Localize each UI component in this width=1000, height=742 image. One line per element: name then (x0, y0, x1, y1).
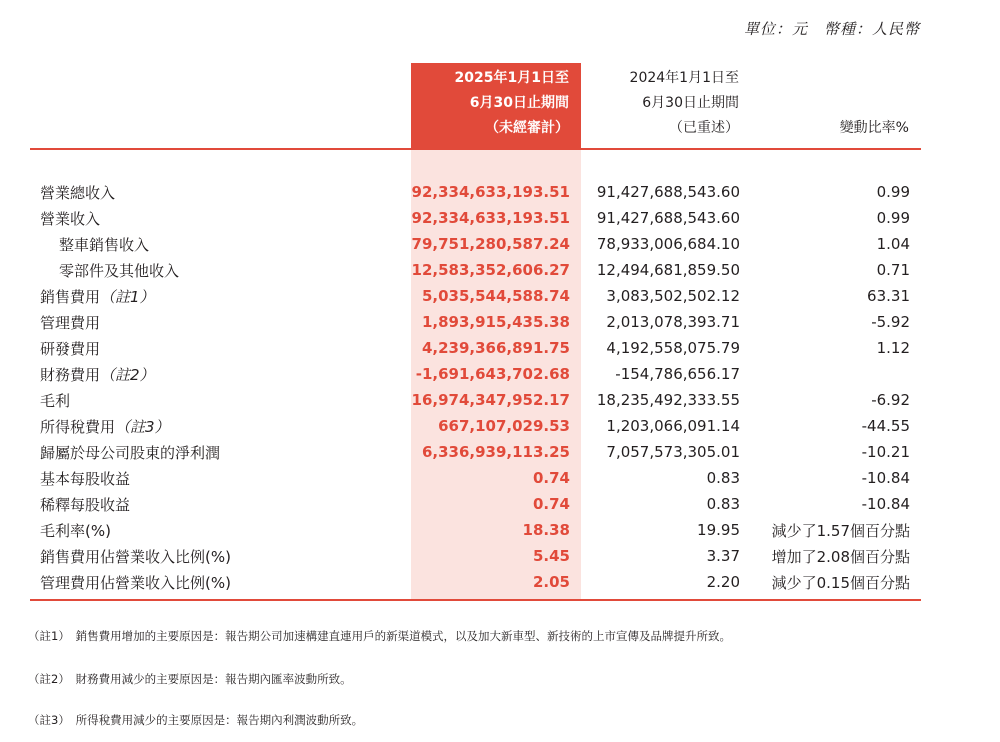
value-2025: 4,239,366,891.75 (421, 339, 570, 357)
header-2025-line-1: 2025年1月1日至 (454, 70, 569, 86)
row-label (30, 416, 411, 437)
value-2024: -154,786,656.17 (615, 365, 740, 383)
value-2024: 2.20 (706, 573, 740, 591)
header-2025-line-3: （未經審計） (485, 120, 569, 136)
row-label (30, 468, 411, 489)
row-label-text: 基本每股收益 (40, 469, 131, 488)
row-label (30, 286, 411, 307)
value-2024: 91,427,688,543.60 (596, 209, 740, 227)
value-2025: 16,974,347,952.17 (411, 391, 570, 409)
table-row (30, 517, 921, 543)
row-label-text: 毛利率(%) (40, 521, 111, 540)
change-ratio: 0.99 (876, 183, 910, 201)
table-row (30, 309, 921, 335)
change-ratio: 1.04 (876, 235, 910, 253)
row-label (30, 390, 411, 411)
row-label (30, 182, 411, 203)
row-label (30, 364, 411, 385)
value-2024: 19.95 (697, 521, 740, 539)
value-2025: 5.45 (532, 547, 570, 565)
row-label-text: 管理費用 (40, 313, 101, 332)
table-row (30, 257, 921, 283)
change-ratio: 1.12 (876, 339, 910, 357)
row-label (30, 234, 411, 255)
row-note-ref: （註2） (100, 365, 155, 384)
change-ratio: 63.31 (867, 287, 910, 305)
value-2024: 7,057,573,305.01 (606, 443, 740, 461)
table-row (30, 205, 921, 231)
table-top-rule (30, 148, 921, 150)
row-label (30, 338, 411, 359)
row-label-text: 銷售費用 (40, 287, 101, 306)
change-ratio: -10.84 (861, 495, 910, 513)
value-2025: 79,751,280,587.24 (411, 235, 570, 253)
table-row (30, 413, 921, 439)
row-label-text: 零部件及其他收入 (59, 261, 180, 280)
change-ratio: -5.92 (871, 313, 910, 331)
table-row (30, 465, 921, 491)
row-label (30, 494, 411, 515)
footnote-1: （註1） 銷售費用增加的主要原因是：報告期公司加速構建直連用戶的新渠道模式，以及加大新車型、新技術的上市宣傳及品牌提升所致。 (28, 629, 732, 643)
table-row (30, 231, 921, 257)
row-label (30, 312, 411, 333)
value-2024: 0.83 (706, 495, 740, 513)
table-row (30, 387, 921, 413)
change-ratio: -10.21 (861, 443, 910, 461)
header-2024-line-3: （已重述） (669, 120, 739, 136)
header-2024-line-1: 2024年1月1日至 (629, 70, 739, 86)
row-note-ref: （註1） (100, 287, 155, 306)
table-row (30, 491, 921, 517)
table-row (30, 335, 921, 361)
value-2024: 4,192,558,075.79 (606, 339, 740, 357)
change-ratio: -6.92 (871, 391, 910, 409)
row-label (30, 546, 411, 567)
row-label-text: 營業收入 (40, 209, 101, 228)
value-2025: 667,107,029.53 (438, 417, 570, 435)
value-2024: 0.83 (706, 469, 740, 487)
value-2024: 78,933,006,684.10 (596, 235, 740, 253)
header-period-2024 (581, 63, 751, 149)
value-2024: 3,083,502,502.12 (606, 287, 740, 305)
value-2025: 92,334,633,193.51 (411, 183, 570, 201)
row-label-text: 整車銷售收入 (59, 235, 150, 254)
table-row (30, 283, 921, 309)
row-label-text: 研發費用 (40, 339, 101, 358)
value-2024: 91,427,688,543.60 (596, 183, 740, 201)
table-row (30, 179, 921, 205)
header-change-ratio: 變動比率% (839, 120, 909, 136)
row-label-text: 所得稅費用 (40, 417, 116, 436)
value-2025: -1,691,643,702.68 (415, 365, 570, 383)
row-label (30, 442, 411, 463)
change-ratio: 0.71 (876, 261, 910, 279)
change-ratio: 減少了0.15個百分點 (771, 573, 910, 592)
table-row (30, 543, 921, 569)
value-2025: 0.74 (532, 495, 570, 513)
header-period-2025 (411, 63, 581, 149)
value-2025: 1,893,915,435.38 (421, 313, 570, 331)
row-label-text: 歸屬於母公司股東的淨利潤 (40, 443, 221, 462)
header-2024-line-2: 6月30日止期間 (642, 95, 739, 111)
change-ratio: -10.84 (861, 469, 910, 487)
value-2024: 3.37 (706, 547, 740, 565)
table-row (30, 361, 921, 387)
value-2025: 0.74 (532, 469, 570, 487)
value-2024: 2,013,078,393.71 (606, 313, 740, 331)
value-2025: 2.05 (532, 573, 570, 591)
row-label-text: 毛利 (40, 391, 71, 410)
row-label (30, 572, 411, 593)
value-2024: 1,203,066,091.14 (606, 417, 740, 435)
row-note-ref: （註3） (115, 417, 170, 436)
row-label-text: 財務費用 (40, 365, 101, 384)
table-row (30, 569, 921, 595)
row-label-text: 銷售費用佔營業收入比例(%) (40, 547, 231, 566)
change-ratio: 增加了2.08個百分點 (771, 547, 910, 566)
value-2024: 18,235,492,333.55 (596, 391, 740, 409)
unit-currency-label: 單位：元 幣種：人民幣 (743, 20, 920, 38)
row-label (30, 208, 411, 229)
change-ratio: 0.99 (876, 209, 910, 227)
row-label (30, 520, 411, 541)
row-label-text: 營業總收入 (40, 183, 116, 202)
footnote-3: （註3） 所得稅費用減少的主要原因是：報告期內利潤波動所致。 (28, 713, 364, 727)
value-2025: 5,035,544,588.74 (421, 287, 570, 305)
value-2025: 92,334,633,193.51 (411, 209, 570, 227)
footnote-2: （註2） 財務費用減少的主要原因是：報告期內匯率波動所致。 (28, 672, 352, 686)
value-2025: 18.38 (522, 521, 570, 539)
financial-table (30, 179, 921, 595)
row-label (30, 260, 411, 281)
change-ratio: 減少了1.57個百分點 (771, 521, 910, 540)
value-2025: 6,336,939,113.25 (421, 443, 570, 461)
header-2025-line-2: 6月30日止期間 (469, 95, 569, 111)
change-ratio: -44.55 (861, 417, 910, 435)
row-label-text: 稀釋每股收益 (40, 495, 131, 514)
table-bottom-rule (30, 599, 921, 601)
value-2025: 12,583,352,606.27 (411, 261, 570, 279)
table-row (30, 439, 921, 465)
row-label-text: 管理費用佔營業收入比例(%) (40, 573, 231, 592)
value-2024: 12,494,681,859.50 (596, 261, 740, 279)
